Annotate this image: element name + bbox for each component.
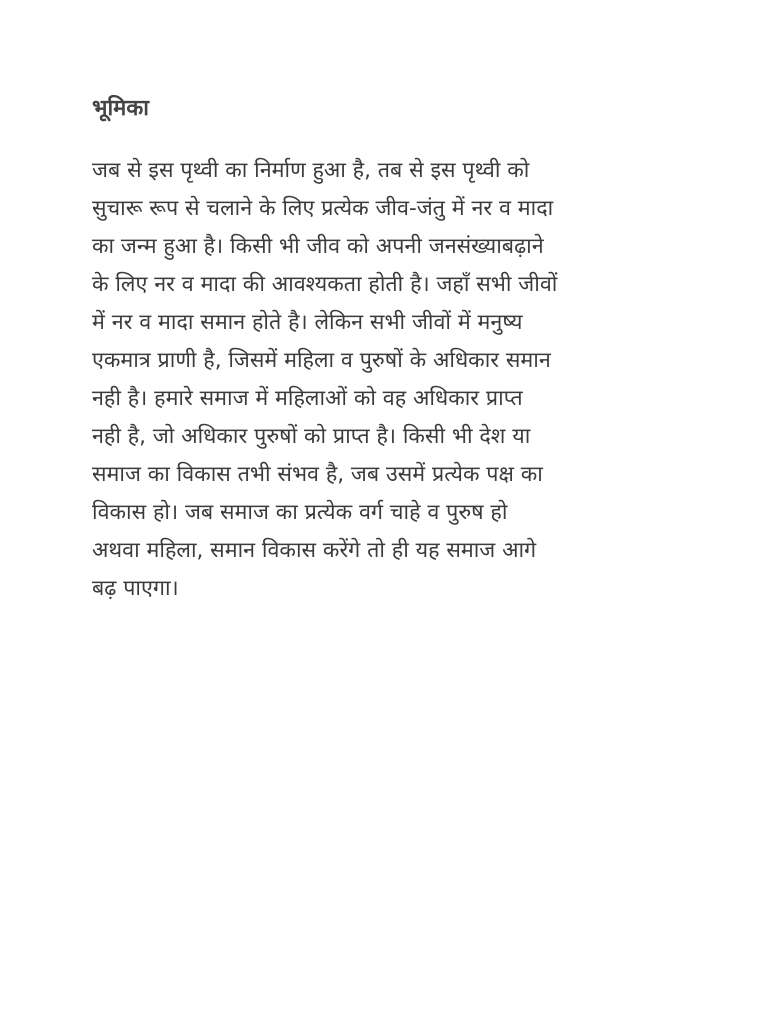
paragraph-line: सुचारू रूप से चलाने के लिए प्रत्येक जीव-जंतु में नर व मादा [92,196,554,221]
paragraph-line: नही है। हमारे समाज में महिलाओं को वह अधिकार प्राप्त [92,386,523,411]
paragraph-line: का जन्म हुआ है। किसी भी जीव को अपनी जनसंख्याबढ़ाने [92,234,544,259]
page-title: भूमिका [92,96,149,121]
paragraph-line: अथवा महिला, समान विकास करेंगे तो ही यह समाज आगे [92,538,537,563]
paragraph-line: बढ़ पाएगा। [92,576,179,601]
paragraph-line: के लिए नर व मादा की आवश्यकता होती है। जहाँ सभी जीवों [92,272,558,297]
paragraph-line: एकमात्र प्राणी है, जिसमें महिला व पुरुषों के अधिकार समान [92,348,551,373]
body-paragraph [92,152,684,608]
paragraph-line: समाज का विकास तभी संभव है, जब उसमें प्रत्येक पक्ष का [92,462,543,487]
paragraph-line: विकास हो। जब समाज का प्रत्येक वर्ग चाहे व पुरुष हो [92,500,508,525]
paragraph-line: जब से इस पृथ्वी का निर्माण हुआ है, तब से इस पृथ्वी को [92,158,530,183]
paragraph-line: नही है, जो अधिकार पुरुषों को प्राप्त है। किसी भी देश या [92,424,531,449]
paragraph-line: में नर व मादा समान होते है। लेकिन सभी जीवों में मनुष्य [92,310,523,335]
